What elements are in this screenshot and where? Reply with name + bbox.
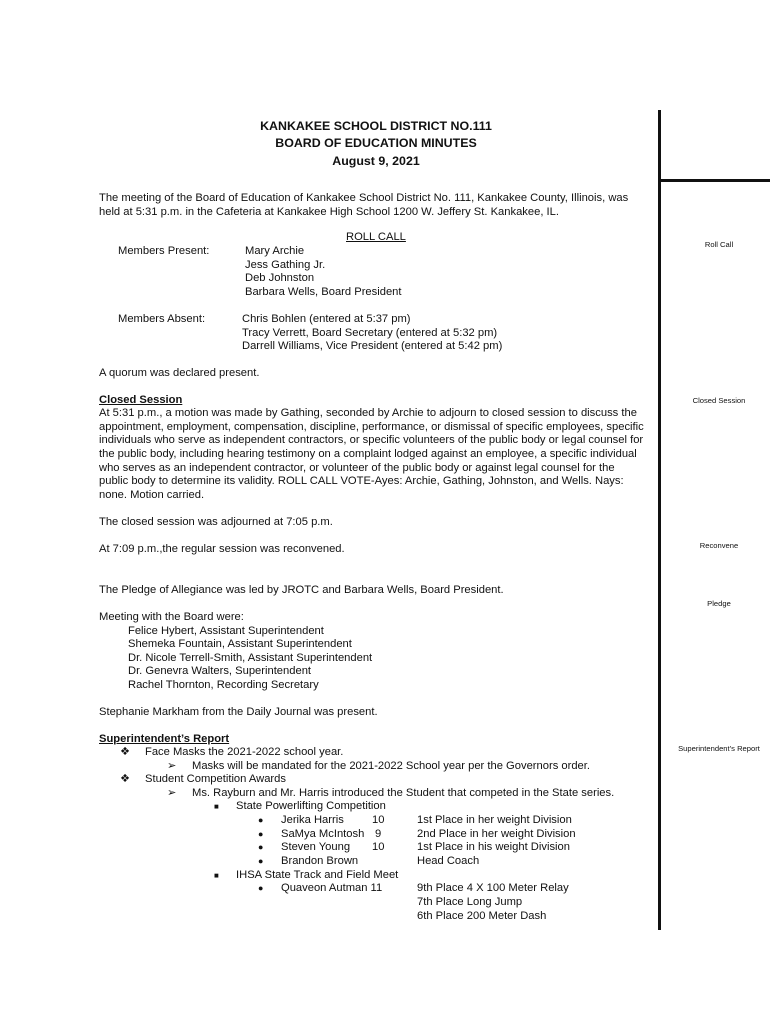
member-present: Jess Gathing Jr. bbox=[245, 259, 326, 271]
closed-session-line: who serves as an independent contractor, or volunteer of the public body or against legal counsel for the bbox=[99, 462, 615, 474]
members-absent-label: Members Absent: bbox=[118, 313, 206, 325]
athlete-name: SaMya McIntosh bbox=[281, 828, 365, 840]
report-item-masks: Face Masks the 2021-2022 school year. bbox=[145, 746, 344, 758]
member-absent: Chris Bohlen (entered at 5:37 pm) bbox=[242, 313, 411, 325]
intro-line-1: The meeting of the Board of Education of Kankakee School District No. 111, Kankakee County, Illinois, was bbox=[99, 192, 629, 204]
roll-call-heading: ROLL CALL bbox=[346, 231, 406, 243]
closed-session-heading: Closed Session bbox=[99, 394, 183, 406]
margin-note-superintendent: Superintendent’s Report bbox=[678, 744, 760, 753]
closed-session-line: the public body, including hearing testimony on a complaint lodged against an employee, a specific individual bbox=[99, 448, 637, 460]
member-present: Mary Archie bbox=[245, 245, 305, 257]
member-absent: Tracy Verrett, Board Secretary (entered at 5:32 pm) bbox=[242, 327, 498, 339]
dot-bullet-icon: ● bbox=[258, 842, 264, 852]
members-present-label: Members Present: bbox=[118, 245, 210, 257]
header-district: KANKAKEE SCHOOL DISTRICT NO.111 bbox=[260, 119, 492, 133]
athlete-name: Quaveon Autman 11 bbox=[281, 882, 383, 894]
member-present: Barbara Wells, Board President bbox=[245, 286, 402, 298]
athlete-result: 1st Place in his weight Division bbox=[417, 841, 570, 853]
athlete-result: 1st Place in her weight Division bbox=[417, 814, 572, 826]
header-board: BOARD OF EDUCATION MINUTES bbox=[275, 136, 477, 150]
margin-note-closed-session: Closed Session bbox=[692, 396, 746, 405]
diamond-bullet-icon: ❖ bbox=[120, 746, 131, 758]
dot-bullet-icon: ● bbox=[258, 856, 264, 866]
report-item-awards: Student Competition Awards bbox=[145, 773, 286, 785]
athlete-grade: 10 bbox=[372, 814, 385, 826]
closed-session-line: appointment, employment, compensation, discipline, performance, or dismissal of specific employees, specific bbox=[99, 421, 644, 433]
report-subitem-awards: Ms. Rayburn and Mr. Harris introduced the Student that competed in the State series. bbox=[192, 787, 615, 799]
member-present: Deb Johnston bbox=[245, 272, 315, 284]
coach-name: Brandon Brown bbox=[281, 855, 359, 867]
margin-note-reconvene: Reconvene bbox=[699, 541, 739, 550]
athlete-result: 6th Place 200 Meter Dash bbox=[417, 910, 547, 922]
square-bullet-icon: ■ bbox=[214, 871, 219, 880]
closed-session-line: individuals who serve as independent contractors, or specific volunteers of the public body or legal counsel for bbox=[99, 434, 644, 446]
report-subitem-masks: Masks will be mandated for the 2021-2022 School year per the Governors order. bbox=[192, 760, 590, 772]
athlete-name: Jerika Harris bbox=[281, 814, 344, 826]
meeting-attendee: Dr. Genevra Walters, Superintendent bbox=[128, 665, 312, 677]
event-track-field: IHSA State Track and Field Meet bbox=[236, 869, 399, 881]
closed-session-line: At 5:31 p.m., a motion was made by Gathing, seconded by Archie to adjourn to closed session to discuss the bbox=[99, 407, 637, 419]
quorum-text: A quorum was declared present. bbox=[99, 367, 260, 379]
arrow-bullet-icon: ➢ bbox=[167, 787, 177, 799]
athlete-name: Steven Young bbox=[281, 841, 351, 853]
closed-session-line: public body to determine its validity. ROLL CALL VOTE-Ayes: Archie, Gathing, Johnston, and Wells. Nays: bbox=[99, 475, 624, 487]
athlete-grade: 10 bbox=[372, 841, 385, 853]
dot-bullet-icon: ● bbox=[258, 883, 264, 893]
superintendent-report-heading: Superintendent’s Report bbox=[99, 733, 230, 745]
closed-session-line: none. Motion carried. bbox=[99, 489, 205, 501]
press-text: Stephanie Markham from the Daily Journal was present. bbox=[99, 706, 378, 718]
margin-horizontal-rule bbox=[658, 179, 770, 182]
margin-note-roll-call: Roll Call bbox=[704, 240, 734, 249]
meeting-attendee: Dr. Nicole Terrell-Smith, Assistant Superintendent bbox=[128, 652, 373, 664]
pledge-text: The Pledge of Allegiance was led by JROTC and Barbara Wells, Board President. bbox=[99, 584, 504, 596]
intro-line-2: held at 5:31 p.m. in the Cafeteria at Kankakee High School 1200 W. Jeffery St. Kankakee, IL. bbox=[99, 206, 559, 218]
closed-session-adjourned: The closed session was adjourned at 7:05 p.m. bbox=[99, 516, 333, 528]
dot-bullet-icon: ● bbox=[258, 815, 264, 825]
meeting-attendee: Rachel Thornton, Recording Secretary bbox=[128, 679, 319, 691]
square-bullet-icon: ■ bbox=[214, 802, 219, 811]
dot-bullet-icon: ● bbox=[258, 829, 264, 839]
coach-role: Head Coach bbox=[417, 855, 480, 867]
event-powerlifting: State Powerlifting Competition bbox=[236, 800, 386, 812]
athlete-grade: 9 bbox=[375, 828, 382, 840]
athlete-result: 2nd Place in her weight Division bbox=[417, 828, 576, 840]
member-absent: Darrell Williams, Vice President (entered at 5:42 pm) bbox=[242, 340, 503, 352]
athlete-result: 9th Place 4 X 100 Meter Relay bbox=[417, 882, 569, 894]
margin-note-pledge: Pledge bbox=[707, 599, 731, 608]
margin-vertical-rule bbox=[658, 110, 661, 930]
meeting-attendee: Felice Hybert, Assistant Superintendent bbox=[128, 625, 324, 637]
meeting-with-label: Meeting with the Board were: bbox=[99, 611, 244, 623]
athlete-result: 7th Place Long Jump bbox=[417, 896, 523, 908]
arrow-bullet-icon: ➢ bbox=[167, 760, 177, 772]
meeting-attendee: Shemeka Fountain, Assistant Superintendent bbox=[128, 638, 352, 650]
header-date: August 9, 2021 bbox=[332, 154, 420, 168]
session-reconvened: At 7:09 p.m.,the regular session was reconvened. bbox=[99, 543, 345, 555]
diamond-bullet-icon: ❖ bbox=[120, 773, 131, 785]
